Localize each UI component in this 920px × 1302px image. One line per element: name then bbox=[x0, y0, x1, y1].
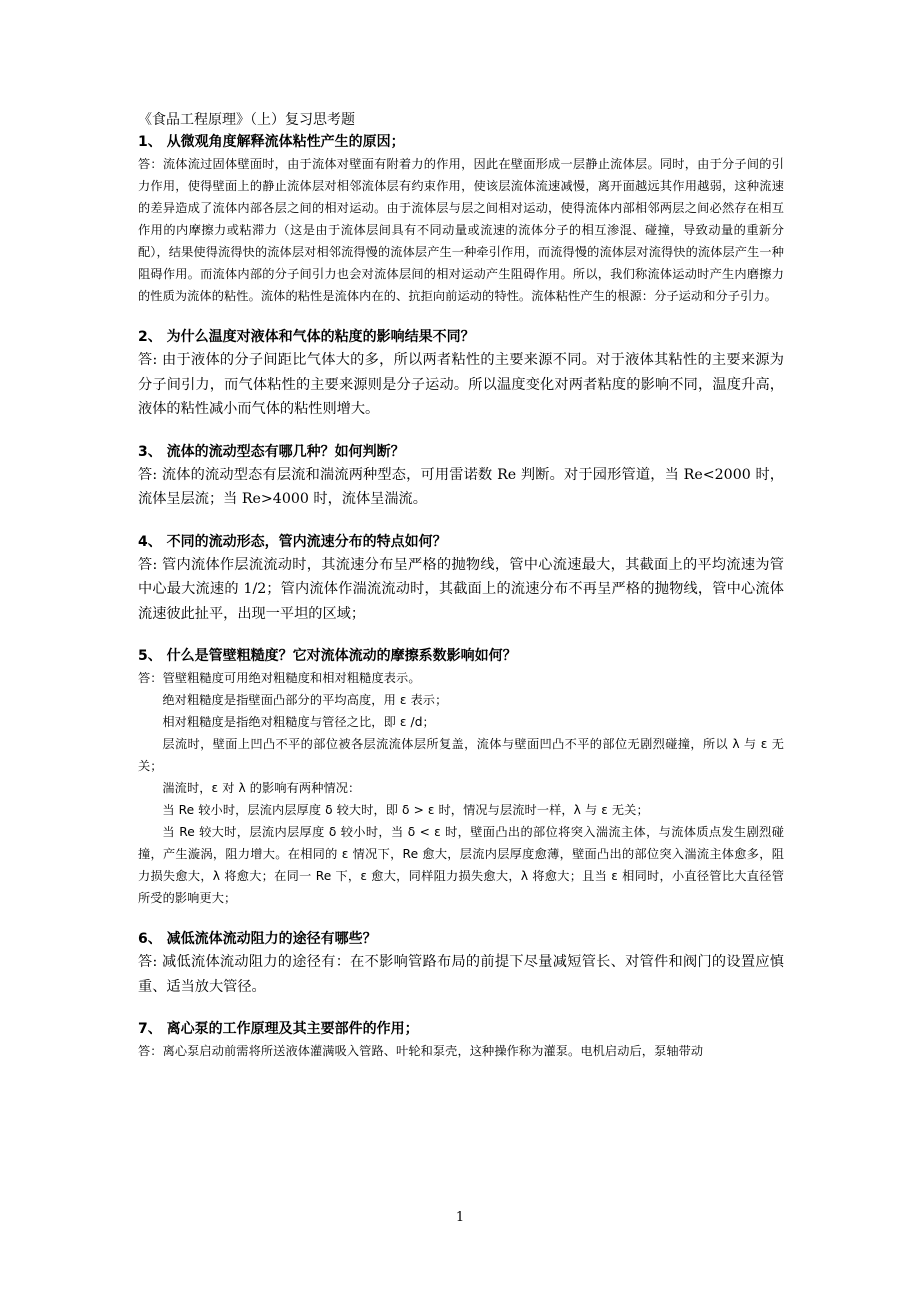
question-4-answer: 答: 管内流体作层流流动时，其流速分布呈严格的抛物线，管中心流速最大，其截面上的平均流速为管中心最大流速的 1/2；管内流体作湍流流动时，其截面上的流速分布不再呈严格的抛物线，管中心流体流速彼此扯平，出现一平坦的区域； bbox=[138, 556, 784, 622]
question-6-answer: 答: 减低流体流动阻力的途径有：在不影响管路布局的前提下尽量减短管长、对管件和阀门的设置应慎重、适当放大管径。 bbox=[138, 954, 784, 995]
question-6-title: 6、 减低流体流动阻力的途径有哪些？ bbox=[138, 931, 377, 947]
question-5-answer-laminar: 层流时，壁面上凹凸不平的部位被各层流流体层所复盖，流体与壁面凹凸不平的部位无剧烈碰撞，所以 λ 与 ε 无关； bbox=[138, 737, 784, 773]
question-4-title: 4、 不同的流动形态，管内流速分布的特点如何？ bbox=[138, 533, 447, 550]
question-5-answer-turbulent: 湍流时，ε 对 λ 的影响有两种情况： bbox=[162, 781, 361, 795]
question-7-answer: 答：离心泵启动前需将所送液体灌满吸入管路、叶轮和泵壳，这种操作称为灌泵。电机启动后，泵轴带动 bbox=[138, 1044, 704, 1058]
question-1-title: 1、 从微观角度解释流体粘性产生的原因； bbox=[138, 134, 405, 150]
page-number: 1 bbox=[455, 1210, 465, 1225]
document-body bbox=[138, 110, 784, 1062]
question-5-answer-intro: 答：管壁粗糙度可用绝对粗糙度和相对粗糙度表示。 bbox=[138, 671, 421, 685]
question-2-title: 2、 为什么温度对液体和气体的粘度的影响结果不同？ bbox=[138, 329, 475, 345]
question-5-answer-small-re: 当 Re 较小时，层流内层厚度 δ 较大时，即 δ > ε 时，情况与层流时一样，λ 与 ε 无关； bbox=[162, 803, 649, 817]
question-5-title: 5、 什么是管壁粗糙度？它对流体流动的摩擦系数影响如何？ bbox=[138, 648, 517, 664]
question-2-answer: 答: 由于液体的分子间距比气体大的多，所以两者粘性的主要来源不同。对于液体其粘性的主要来源为分子间引力，而气体粘性的主要来源则是分子运动。所以温度变化对两者粘度的影响不同，温度升高，液体的粘性减小而气体的粘性则增大。 bbox=[138, 352, 784, 417]
question-5-answer-absolute-roughness: 绝对粗糙度是指壁面凸部分的平均高度，用 ε 表示； bbox=[162, 693, 448, 707]
document-title: 《食品工程原理》（上）复习思考题 bbox=[138, 112, 355, 128]
question-5-answer-large-re: 当 Re 较大时，层流内层厚度 δ 较小时，当 δ < ε 时，壁面凸出的部位将突入湍流主体，与流体质点发生剧烈碰撞，产生漩涡，阻力增大。在相同的 ε 情况下，Re 愈大，层流内层厚度愈薄，壁面凸出的部位突入湍流主体愈多，阻力损失愈大，λ 将愈大；在同一 Re 下，ε 愈大，同样阻力损失愈大，λ 将愈大；且当 ε 相同时，小直径管比大直径管所受的影响更大； bbox=[138, 825, 784, 905]
question-7-title: 7、 离心泵的工作原理及其主要部件的作用； bbox=[138, 1021, 419, 1037]
question-3-answer: 答: 流体的流动型态有层流和湍流两种型态，可用雷诺数 Re 判断。对于园形管道，当 Re<2000 时，流体呈层流；当 Re>4000 时，流体呈湍流。 bbox=[138, 466, 784, 507]
question-5-answer-relative-roughness: 相对粗糙度是指绝对粗糙度与管径之比，即 ε /d； bbox=[162, 715, 435, 729]
question-1-answer: 答：流体流过固体壁面时，由于流体对壁面有附着力的作用，因此在壁面形成一层静止流体层。同时，由于分子间的引力作用，使得壁面上的静止流体层对相邻流体层有约束作用，使该层流体流速减慢，离开面越远其作用越弱，这种流速的差异造成了流体内部各层之间的相对运动。由于流体层与层之间相对运动，使得流体内部相邻两层之间必然存在相互作用的内摩擦力或粘滞力（这是由于流体层间具有不同动量或流速的流体分子的相互渗混、碰撞，导致动量的重新分配），结果使得流得快的流体层对相邻流得慢的流体层产生一种牵引作用，而流得慢的流体层对流得快的流体层产生一种阻碍作用。而流体内部的分子间引力也会对流体层间的相对运动产生阻碍作用。所以，我们称流体运动时产生内磨擦力的性质为流体的粘性。流体的粘性是流体内在的、抗拒向前运动的特性。流体粘性产生的根源：分子运动和分子引力。 bbox=[138, 157, 784, 303]
question-3-title: 3、 流体的流动型态有哪几种？如何判断？ bbox=[138, 443, 405, 460]
